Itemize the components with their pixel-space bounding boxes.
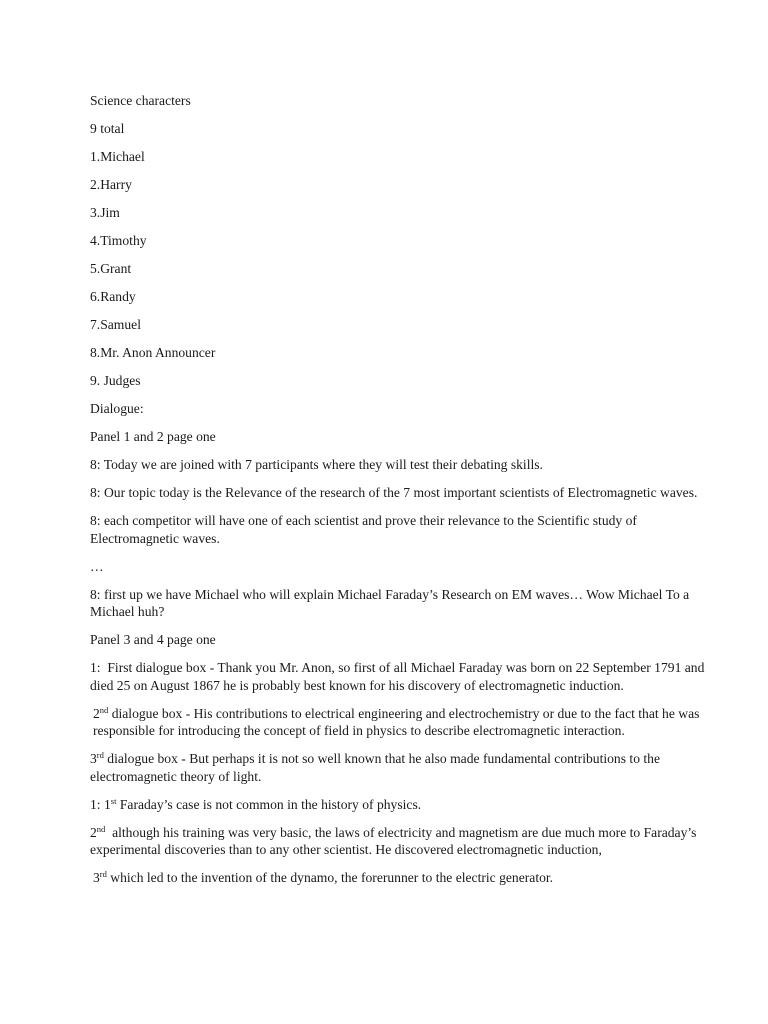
dialogue-line: 8: Our topic today is the Relevance of the research of the 7 most important scientists of Electromagnetic waves.: [90, 485, 698, 500]
character-item: 6.Randy: [90, 289, 136, 304]
dialogue-line: 8: each competitor will have one of each scientist and prove their relevance to the Scientific study of Electromagnetic waves.: [90, 513, 641, 546]
line-prefix: 1: 1: [90, 796, 111, 812]
dialogue-heading: Dialogue:: [90, 401, 144, 416]
dialogue-line: [90, 796, 708, 814]
line-text: Faraday’s case is not common in the history of physics.: [116, 796, 422, 812]
dialogue-line: 8: first up we have Michael who will explain Michael Faraday’s Research on EM waves… Wow Michael To a Michael huh?: [90, 586, 693, 619]
character-item: 1.Michael: [90, 149, 145, 164]
dialogue-line: [90, 824, 708, 859]
panel-heading: Panel 3 and 4 page one: [90, 632, 216, 647]
line-text: although his training was very basic, the laws of electricity and magnetism are due much more to Faraday’s experimental discoveries than to any other scientist. He discovered electromagnetic induction,: [90, 824, 700, 857]
box-number: 2: [93, 705, 100, 721]
dialogue-box: [90, 750, 708, 785]
ellipsis-line: …: [90, 558, 104, 574]
dialogue-line: 8: Today we are joined with 7 participants where they will test their debating skills.: [90, 457, 543, 472]
dialogue-box: 1: First dialogue box - Thank you Mr. Anon, so first of all Michael Faraday was born on 22 September 1791 and died 25 on August 1867 he is probably best known for his discovery of electromagnetic induction.: [90, 660, 708, 693]
box-text: dialogue box - His contributions to electrical engineering and electrochemistry or due to the fact that he was responsible for introducing the concept of field in physics to describe electromagnetic interaction.: [93, 705, 703, 738]
panel-heading: Panel 1 and 2 page one: [90, 429, 216, 444]
line-number: 2: [90, 824, 97, 840]
character-total: 9 total: [90, 121, 125, 136]
ordinal-suffix: nd: [99, 704, 109, 715]
ordinal-suffix: st: [110, 795, 117, 806]
ordinal-suffix: rd: [99, 869, 107, 879]
character-item: 4.Timothy: [90, 233, 147, 248]
ordinal-suffix: nd: [96, 823, 106, 834]
line-text: which led to the invention of the dynamo, the forerunner to the electric generator.: [106, 870, 554, 885]
character-item: 5.Grant: [90, 261, 132, 276]
box-number: 3: [90, 751, 97, 766]
line-number: 3: [93, 870, 100, 885]
character-item: 8.Mr. Anon Announcer: [90, 345, 216, 360]
character-item: 7.Samuel: [90, 317, 141, 332]
ordinal-suffix: rd: [96, 750, 104, 760]
character-item: 9. Judges: [90, 373, 141, 388]
character-item: 3.Jim: [90, 205, 120, 220]
dialogue-box: [90, 705, 708, 740]
box-text: dialogue box - But perhaps it is not so well known that he also made fundamental contributions to the electromagnetic theory of light.: [90, 751, 664, 784]
document-title: Science characters: [90, 93, 191, 108]
dialogue-line: [90, 869, 708, 887]
character-item: 2.Harry: [90, 177, 132, 192]
